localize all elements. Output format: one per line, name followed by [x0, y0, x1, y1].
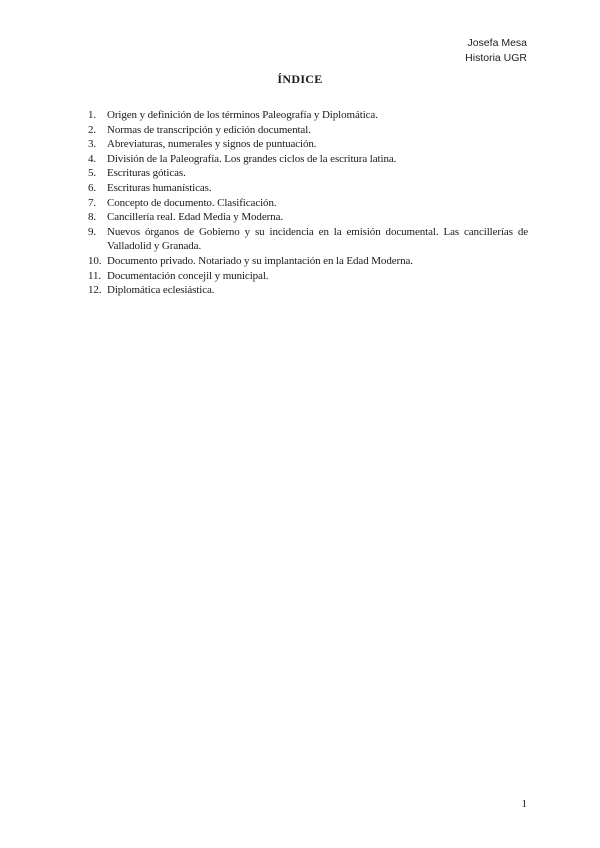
table-of-contents [88, 108, 528, 298]
toc-item-number: 6. [88, 181, 97, 194]
toc-item-text: Nuevos órganos de Gobierno y su incidencia en la emisión documental. Las cancillerías de Valladolid y Granada. [107, 225, 528, 253]
toc-item-text: Origen y definición de los términos Paleografía y Diplomática. [107, 109, 378, 121]
toc-item-text: Escrituras góticas. [107, 167, 186, 180]
toc-item-text: Cancillería real. Edad Media y Moderna. [107, 211, 283, 224]
toc-item-text: Escrituras humanísticas. [107, 181, 212, 194]
page-number: 1 [521, 798, 527, 810]
toc-item-number: 5. [88, 167, 97, 180]
toc-item [88, 254, 528, 269]
toc-item [88, 152, 528, 167]
toc-item [88, 123, 528, 138]
toc-item-number: 10. [88, 254, 102, 267]
toc-item [88, 269, 528, 284]
toc-item [88, 166, 528, 181]
toc-item-text: Normas de transcripción y edición documental. [107, 123, 311, 136]
toc-item-number: 2. [88, 123, 97, 136]
toc-item-number: 9. [88, 225, 97, 238]
toc-item-number: 1. [88, 109, 97, 121]
toc-item [88, 137, 528, 152]
toc-item-text: Concepto de documento. Clasificación. [107, 196, 277, 209]
toc-item-text: Abreviaturas, numerales y signos de puntuación. [107, 138, 317, 151]
toc-item-number: 4. [88, 152, 97, 165]
page-title: ÍNDICE [277, 72, 323, 86]
toc-item [88, 210, 528, 225]
toc-item [88, 225, 528, 254]
page-header [465, 36, 527, 66]
toc-item-text: Diplomática eclesiástica. [107, 284, 215, 297]
header-course: Historia UGR [465, 52, 527, 64]
toc-item-number: 12. [88, 284, 102, 297]
toc-item-text: División de la Paleografía. Los grandes ciclos de la escritura latina. [107, 152, 397, 165]
toc-item [88, 283, 528, 298]
toc-item [88, 196, 528, 211]
toc-item [88, 181, 528, 196]
toc-item [88, 108, 528, 123]
toc-item-text: Documento privado. Notariado y su implantación en la Edad Moderna. [107, 254, 413, 267]
toc-item-number: 8. [88, 211, 97, 224]
header-author: Josefa Mesa [467, 37, 527, 49]
toc-item-number: 7. [88, 196, 97, 209]
toc-item-text: Documentación concejil y municipal. [107, 269, 269, 282]
toc-item-number: 3. [88, 138, 97, 151]
toc-item-number: 11. [88, 269, 102, 282]
